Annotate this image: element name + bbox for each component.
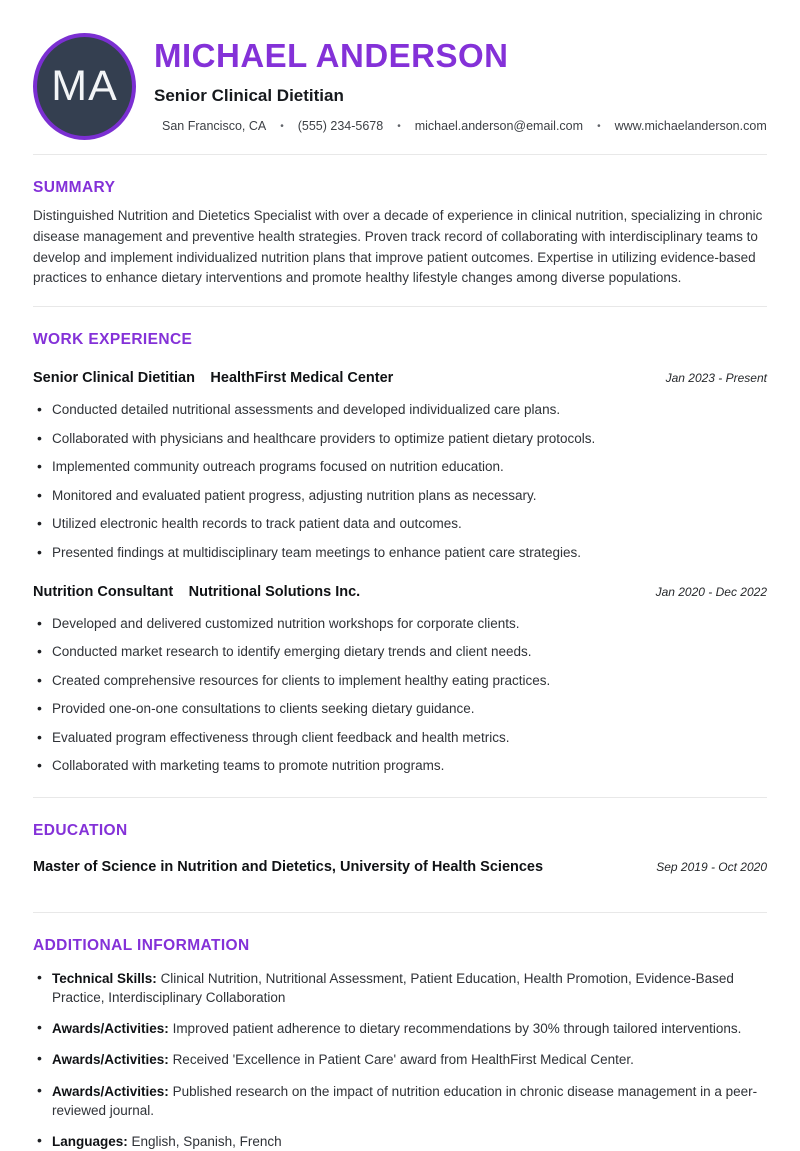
info-label: Languages: bbox=[52, 1133, 128, 1149]
contact-separator-icon: • bbox=[597, 120, 601, 132]
job-bullet: • Implemented community outreach programs focused on nutrition education. bbox=[33, 457, 767, 477]
section-additional-information bbox=[33, 937, 767, 1151]
job-bullet: • Provided one-on-one consultations to clients seeking dietary guidance. bbox=[33, 699, 767, 719]
section-divider bbox=[33, 912, 767, 913]
contact-row bbox=[162, 119, 767, 133]
job-title: Nutrition Consultant bbox=[33, 583, 174, 600]
section-divider bbox=[33, 306, 767, 307]
additional-information-heading: ADDITIONAL INFORMATION bbox=[33, 936, 250, 954]
job-dates: Jan 2023 - Present bbox=[665, 371, 767, 386]
info-text: Clinical Nutrition, Nutritional Assessment, Patient Education, Health Promotion, Evidence-Based Practice, Interdisciplinary Collaboration bbox=[52, 970, 734, 1006]
section-summary bbox=[33, 179, 767, 289]
summary-text: Distinguished Nutrition and Dietetics Specialist with over a decade of experience in clinical nutrition, specializing in chronic disease management and preventive health strategies. Proven track record of collaborating with interdisciplinary teams to develop and implement individualized nutrition plans that improve patient outcomes. Expertise in utilizing evidence-based practices to enhance dietary interventions and promote healthy lifestyle changes among diverse populations. bbox=[33, 208, 763, 286]
avatar-initials: MA bbox=[51, 62, 118, 110]
job-company: HealthFirst Medical Center bbox=[210, 370, 394, 387]
info-text: English, Spanish, French bbox=[131, 1133, 282, 1149]
info-label: Awards/Activities: bbox=[52, 1052, 169, 1068]
additional-info-item bbox=[33, 1132, 767, 1151]
job-header bbox=[33, 369, 767, 387]
job-company: Nutritional Solutions Inc. bbox=[188, 583, 361, 600]
job-bullet: • Utilized electronic health records to track patient data and outcomes. bbox=[33, 514, 767, 534]
job-bullet-list bbox=[33, 400, 767, 562]
avatar bbox=[33, 33, 136, 140]
education-degree: Master of Science in Nutrition and Dietetics, University of Health Sciences bbox=[33, 858, 544, 875]
info-text: Improved patient adherence to dietary recommendations by 30% through tailored interventions. bbox=[172, 1021, 742, 1037]
additional-info-item bbox=[33, 1050, 767, 1069]
job-bullet: • Developed and delivered customized nutrition workshops for corporate clients. bbox=[33, 614, 767, 634]
additional-info-item bbox=[33, 1082, 767, 1120]
section-education bbox=[33, 822, 767, 875]
job-dates: Jan 2020 - Dec 2022 bbox=[655, 584, 767, 599]
info-text: Published research on the impact of nutrition education in chronic disease management in a peer-reviewed journal. bbox=[52, 1083, 758, 1118]
additional-info-item bbox=[33, 1019, 767, 1038]
contact-website: www.michaelanderson.com bbox=[614, 119, 767, 134]
education-dates: Sep 2019 - Oct 2020 bbox=[656, 859, 767, 874]
summary-heading: SUMMARY bbox=[33, 179, 116, 196]
job-title-line bbox=[33, 369, 393, 387]
contact-phone: (555) 234-5678 bbox=[297, 119, 384, 134]
job-bullet: • Conducted market research to identify emerging dietary trends and client needs. bbox=[33, 642, 767, 662]
info-label: Technical Skills: bbox=[52, 970, 157, 986]
job-bullet: • Collaborated with marketing teams to promote nutrition programs. bbox=[33, 756, 767, 776]
resume-header bbox=[33, 33, 767, 140]
education-entry bbox=[33, 859, 767, 875]
section-divider bbox=[33, 154, 767, 155]
person-job-title: Senior Clinical Dietitian bbox=[154, 86, 344, 106]
additional-info-item bbox=[33, 969, 767, 1007]
contact-separator-icon: • bbox=[397, 120, 401, 132]
job-bullet-list bbox=[33, 614, 767, 776]
person-name: MICHAEL ANDERSON bbox=[154, 37, 509, 74]
job-bullet: • Collaborated with physicians and healthcare providers to optimize patient dietary protocols. bbox=[33, 429, 767, 449]
info-text: Received 'Excellence in Patient Care' award from HealthFirst Medical Center. bbox=[172, 1052, 634, 1068]
job-header bbox=[33, 583, 767, 601]
section-work-experience bbox=[33, 331, 767, 776]
section-divider bbox=[33, 797, 767, 798]
info-label: Awards/Activities: bbox=[52, 1083, 169, 1099]
contact-location: San Francisco, CA bbox=[162, 119, 267, 134]
job-bullet: • Evaluated program effectiveness through client feedback and health metrics. bbox=[33, 728, 767, 748]
job-entry bbox=[33, 583, 767, 776]
education-heading: EDUCATION bbox=[33, 821, 128, 839]
contact-separator-icon: • bbox=[280, 120, 284, 132]
work-experience-heading: WORK EXPERIENCE bbox=[33, 331, 193, 349]
contact-email: michael.anderson@email.com bbox=[414, 119, 584, 134]
job-bullet: • Conducted detailed nutritional assessments and developed individualized care plans. bbox=[33, 400, 767, 420]
additional-info-list bbox=[33, 969, 767, 1151]
job-title: Senior Clinical Dietitian bbox=[33, 370, 195, 387]
info-label: Awards/Activities: bbox=[52, 1021, 169, 1037]
header-identity bbox=[154, 33, 767, 133]
job-bullet: • Created comprehensive resources for clients to implement healthy eating practices. bbox=[33, 671, 767, 691]
job-entry bbox=[33, 369, 767, 562]
job-bullet: • Monitored and evaluated patient progress, adjusting nutrition plans as necessary. bbox=[33, 486, 767, 506]
job-bullet: • Presented findings at multidisciplinary team meetings to enhance patient care strategies. bbox=[33, 543, 767, 563]
job-title-line bbox=[33, 583, 360, 601]
